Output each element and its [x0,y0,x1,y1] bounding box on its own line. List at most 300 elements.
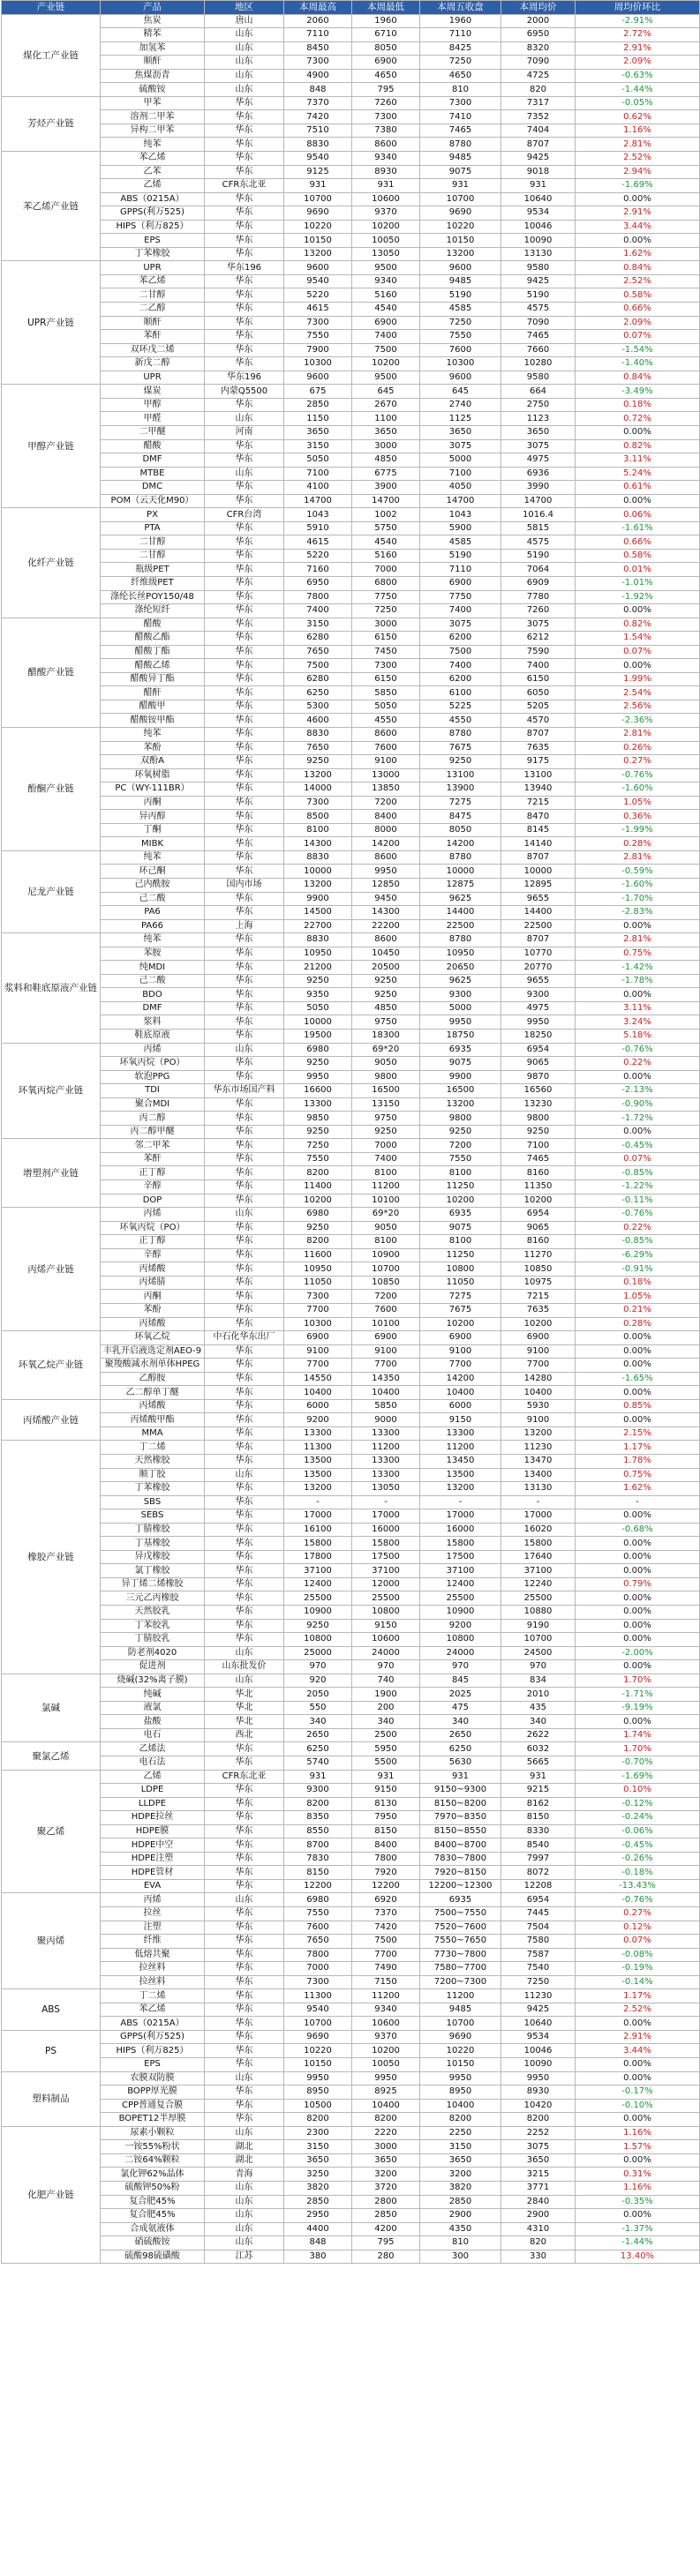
table-row [2,1468,700,1482]
chain-cell: 氯碱 [2,1674,101,1742]
week-high-cell: 4600 [284,714,352,728]
friday-close-cell: 16500 [420,1084,501,1098]
region-cell: 华东 [205,1262,284,1277]
friday-close-cell: 8200 [420,2113,501,2127]
region-cell: 华东 [205,1742,284,1756]
friday-close-cell: 4650 [420,69,501,83]
chain-cell: 醋酸产业链 [2,618,101,727]
table-row [2,1097,700,1112]
week-avg-cell: 3075 [501,618,576,632]
friday-close-cell: 4550 [420,714,501,728]
week-low-cell: 69*20 [352,1043,420,1057]
region-cell: 华东 [205,1948,284,1962]
table-row [2,1591,700,1606]
friday-close-cell: 2900 [420,2209,501,2223]
avg-change-cell: -1.60% [576,783,700,797]
week-low-cell: 5850 [352,686,420,700]
week-high-cell: 9690 [284,2030,352,2044]
avg-change-cell: 0.26% [576,741,700,755]
week-high-cell: 13200 [284,768,352,783]
week-high-cell: 6250 [284,1742,352,1756]
week-high-cell: 7420 [284,110,352,124]
week-avg-cell: 330 [501,2250,576,2264]
table-row [2,549,700,563]
region-cell: 华东 [205,2017,284,2031]
friday-close-cell: 15800 [420,1537,501,1551]
chain-cell: 聚乙烯 [2,1770,101,1893]
week-high-cell: 7500 [284,659,352,673]
region-cell: 华东 [205,1276,284,1290]
table-row [2,1935,700,1949]
week-low-cell: 200 [352,1701,420,1715]
friday-close-cell: 5000 [420,1001,501,1015]
avg-change-cell: 0.00% [576,1591,700,1606]
product-cell: 己内酰胺 [101,879,205,893]
avg-change-cell: 0.00% [576,2017,700,2031]
week-low-cell: 18300 [352,1030,420,1044]
product-cell: 丁酮 [101,823,205,837]
table-row [2,1797,700,1811]
friday-close-cell: 3075 [420,618,501,632]
week-high-cell: 3650 [284,425,352,439]
week-low-cell: 9000 [352,1413,420,1427]
product-cell: 硫酸钾50%粉 [101,2181,205,2195]
region-cell: 华东 [205,1564,284,1578]
avg-change-cell: 0.84% [576,261,700,275]
week-low-cell: 4850 [352,453,420,468]
week-high-cell: 9300 [284,1784,352,1798]
avg-change-cell: -1.37% [576,2222,700,2236]
week-avg-cell: 435 [501,1701,576,1715]
week-low-cell: 10050 [352,234,420,248]
week-avg-cell: 7700 [501,1359,576,1373]
week-avg-cell: 3990 [501,481,576,495]
avg-change-cell: -6.29% [576,1248,700,1262]
region-cell: 华东 [205,988,284,1002]
week-low-cell: 2850 [352,2209,420,2223]
product-cell: PTA [101,521,205,535]
region-cell: 华东 [205,138,284,152]
region-cell: 华东 [205,672,284,686]
product-cell: DMF [101,1001,205,1015]
product-cell: HDPE中空 [101,1838,205,1853]
week-low-cell: 8050 [352,41,420,56]
avg-change-cell: 3.11% [576,453,700,468]
header-week-high[interactable]: 本周最高 [284,1,352,15]
product-cell: 丙烯酸 [101,1262,205,1277]
table-row [2,1084,700,1098]
week-low-cell: 6800 [352,576,420,590]
week-low-cell: 13000 [352,768,420,783]
week-low-cell: 15800 [352,1537,420,1551]
product-cell: 己二酸 [101,892,205,906]
week-high-cell: 6280 [284,632,352,646]
friday-close-cell: 7970~8350 [420,1811,501,1825]
header-region[interactable]: 地区 [205,1,284,15]
friday-close-cell: 1125 [420,412,501,426]
week-avg-cell: 4310 [501,2222,576,2236]
table-row [2,1537,700,1551]
region-cell: 华东 [205,1194,284,1208]
region-cell: 华东 [205,192,284,206]
week-low-cell: 931 [352,179,420,193]
week-low-cell: 9340 [352,2003,420,2017]
week-low-cell: 10200 [352,2044,420,2058]
friday-close-cell: 17000 [420,1509,501,1524]
product-cell: PX [101,508,205,522]
product-cell: 醋酸 [101,439,205,453]
region-cell: 华东 [205,274,284,288]
table-row [2,645,700,659]
week-avg-cell: 9250 [501,1125,576,1139]
week-high-cell: 7300 [284,796,352,810]
week-low-cell: 9500 [352,261,420,275]
product-cell: 丙烯腈 [101,1276,205,1290]
product-cell: PA66 [101,919,205,933]
region-cell: 山东 [205,1208,284,1222]
region-cell: 华东 [205,1152,284,1166]
table-row [2,521,700,535]
week-high-cell: 6980 [284,1043,352,1057]
table-row [2,247,700,261]
week-avg-cell: 10200 [501,1317,576,1331]
region-cell: 山东 [205,69,284,83]
avg-change-cell: 0.00% [576,1633,700,1647]
region-cell: 华东 [205,152,284,166]
product-cell: 醋酐 [101,686,205,700]
header-chain[interactable]: 产业链 [2,1,101,15]
friday-close-cell: 6200 [420,632,501,646]
region-cell: 内蒙Q5500 [205,385,284,399]
week-low-cell: 8400 [352,810,420,824]
avg-change-cell: -0.76% [576,1208,700,1222]
week-low-cell: 9250 [352,1125,420,1139]
week-low-cell: 24000 [352,1646,420,1660]
week-low-cell: 7300 [352,110,420,124]
week-low-cell: 12200 [352,1879,420,1893]
avg-change-cell: 2.81% [576,727,700,741]
week-avg-cell: 7465 [501,330,576,344]
avg-change-cell: -3.49% [576,385,700,399]
friday-close-cell: 9690 [420,206,501,221]
header-week-avg[interactable]: 本周均价 [501,1,576,15]
table-row [2,796,700,810]
week-high-cell: 10220 [284,2044,352,2058]
product-cell: 丁基橡胶 [101,1537,205,1551]
avg-change-cell: 0.12% [576,1921,700,1935]
week-low-cell: 10850 [352,1276,420,1290]
friday-close-cell: 11050 [420,1276,501,1290]
friday-close-cell: 7400 [420,604,501,618]
avg-change-cell: 0.00% [576,659,700,673]
week-low-cell: 14700 [352,494,420,508]
product-cell: 乙醇胺 [101,1372,205,1386]
price-table-body [2,14,700,2264]
week-low-cell: 5160 [352,549,420,563]
table-row [2,783,700,797]
header-product[interactable]: 产品 [101,1,205,15]
week-high-cell: 7900 [284,343,352,357]
week-low-cell: 4540 [352,303,420,317]
week-avg-cell: 11230 [501,1441,576,1455]
product-cell: 拉丝 [101,1907,205,1921]
week-high-cell: 10700 [284,192,352,206]
week-avg-cell: 7100 [501,1139,576,1153]
product-cell: 硫酸98硫磺酸 [101,2250,205,2264]
friday-close-cell: 9950 [420,2071,501,2086]
product-cell: 合成氨液体 [101,2222,205,2236]
week-high-cell: 11400 [284,1180,352,1194]
avg-change-cell: 3.44% [576,2044,700,2058]
friday-close-cell: 7400 [420,659,501,673]
week-high-cell: 9250 [284,1057,352,1071]
week-avg-cell: 820 [501,83,576,97]
region-cell: 华东 [205,2058,284,2072]
table-row [2,234,700,248]
avg-change-cell: 0.00% [576,1386,700,1400]
week-low-cell: 9340 [352,274,420,288]
friday-close-cell: 13450 [420,1454,501,1468]
week-avg-cell: 7404 [501,124,576,138]
friday-close-cell: 931 [420,179,501,193]
week-low-cell: 8925 [352,2086,420,2100]
region-cell: 山东 [205,2071,284,2086]
week-low-cell: 9150 [352,1784,420,1798]
table-row [2,303,700,317]
avg-change-cell: -1.22% [576,1180,700,1194]
week-low-cell: 9050 [352,1221,420,1235]
region-cell: 华东 [205,933,284,947]
table-row [2,1688,700,1702]
friday-close-cell: 2025 [420,1688,501,1702]
chain-cell: UPR产业链 [2,261,101,385]
avg-change-cell: 5.24% [576,467,700,481]
region-cell: 华北 [205,1715,284,1729]
avg-change-cell: 0.66% [576,535,700,550]
product-cell: 丙烯 [101,1208,205,1222]
region-cell: 华东 [205,1482,284,1496]
region-cell: 山东 [205,1674,284,1688]
product-cell: 丁苯橡胶 [101,1482,205,1496]
week-high-cell: 12200 [284,1879,352,1893]
week-low-cell: 12000 [352,1577,420,1591]
week-low-cell: 20500 [352,961,420,975]
week-high-cell: 9250 [284,1619,352,1633]
avg-change-cell: 0.85% [576,1399,700,1413]
week-high-cell: 13500 [284,1454,352,1468]
friday-close-cell: 8150~8550 [420,1824,501,1838]
week-low-cell: 3000 [352,618,420,632]
avg-change-cell: 0.00% [576,425,700,439]
week-low-cell: 8600 [352,138,420,152]
region-cell: 华东 [205,659,284,673]
avg-change-cell: 0.00% [576,919,700,933]
product-cell: 正丁醇 [101,1166,205,1180]
week-avg-cell: 7064 [501,563,576,577]
avg-change-cell: -1.72% [576,1112,700,1126]
friday-close-cell: 10300 [420,357,501,371]
week-low-cell: 6150 [352,632,420,646]
region-cell: 华东 [205,837,284,851]
table-row [2,906,700,920]
table-row [2,1866,700,1880]
header-avg-change[interactable]: 周均价环比 [576,1,700,15]
product-cell: 硫酸铵 [101,83,205,97]
friday-close-cell: 9690 [420,2030,501,2044]
week-high-cell: 25000 [284,1646,352,1660]
week-high-cell: 8200 [284,1166,352,1180]
avg-change-cell: -13.43% [576,1879,700,1893]
friday-close-cell: 10950 [420,947,501,961]
table-row [2,1633,700,1647]
week-low-cell: 7490 [352,1962,420,1976]
avg-change-cell: -2.91% [576,14,700,28]
table-row [2,700,700,714]
week-avg-cell: 10640 [501,192,576,206]
week-high-cell: 9125 [284,165,352,179]
week-low-cell: 7800 [352,1852,420,1866]
header-friday-close[interactable]: 本周五收盘 [420,1,501,15]
avg-change-cell: 0.28% [576,1317,700,1331]
product-cell: 新戊二醇 [101,357,205,371]
table-row [2,1523,700,1537]
table-row [2,1386,700,1400]
week-avg-cell: 3650 [501,2153,576,2168]
avg-change-cell: 1.05% [576,1290,700,1304]
friday-close-cell: 8475 [420,810,501,824]
avg-change-cell: 0.61% [576,481,700,495]
friday-close-cell: 7250 [420,56,501,70]
week-high-cell: 7800 [284,590,352,604]
region-cell: 山东 [205,2236,284,2250]
week-high-cell: 22700 [284,919,352,933]
table-row [2,96,700,110]
week-avg-cell: 7400 [501,659,576,673]
product-cell: 三元乙丙橡胶 [101,1591,205,1606]
avg-change-cell: 1.05% [576,796,700,810]
friday-close-cell: 10220 [420,220,501,234]
product-cell: 拉丝料 [101,1975,205,1989]
avg-change-cell: 0.00% [576,2209,700,2223]
region-cell: 华东 [205,2003,284,2017]
region-cell: 华东 [205,1317,284,1331]
week-avg-cell: 8540 [501,1838,576,1853]
table-row [2,1893,700,1907]
region-cell: 华东 [205,453,284,468]
table-row [2,425,700,439]
avg-change-cell: -1.69% [576,179,700,193]
table-row [2,1784,700,1798]
chain-cell: ABS [2,1989,101,2031]
product-cell: 丁二烯 [101,1989,205,2003]
week-avg-cell: 12208 [501,1879,576,1893]
week-low-cell: 7500 [352,343,420,357]
avg-change-cell: 0.66% [576,303,700,317]
week-low-cell: 7250 [352,604,420,618]
week-low-cell: 13050 [352,247,420,261]
table-row [2,2113,700,2127]
product-cell: 二铵64%颗粒 [101,2153,205,2168]
week-low-cell: 7920 [352,1866,420,1880]
table-row [2,1907,700,1921]
week-high-cell: 14000 [284,783,352,797]
week-low-cell: 2500 [352,1728,420,1742]
product-cell: HIPS（利万825） [101,2044,205,2058]
week-avg-cell: 8707 [501,933,576,947]
table-row [2,1262,700,1277]
week-low-cell: 12850 [352,879,420,893]
week-avg-cell: 9800 [501,1112,576,1126]
friday-close-cell: 5900 [420,521,501,535]
region-cell: 华东 [205,481,284,495]
week-high-cell: 6900 [284,1331,352,1345]
avg-change-cell: 0.21% [576,1303,700,1317]
week-high-cell: 9600 [284,371,352,385]
table-row [2,330,700,344]
week-high-cell: 848 [284,2236,352,2250]
friday-close-cell: 10150 [420,2058,501,2072]
week-high-cell: 2850 [284,398,352,412]
product-cell: EPS [101,2058,205,2072]
friday-close-cell: 9485 [420,152,501,166]
friday-close-cell: 7550~7650 [420,1935,501,1949]
week-low-cell: 13850 [352,783,420,797]
table-row [2,1482,700,1496]
friday-close-cell: 8950 [420,2086,501,2100]
product-cell: 环氧树脂 [101,768,205,783]
week-low-cell: 795 [352,83,420,97]
region-cell: 华东 [205,1633,284,1647]
week-low-cell: 7300 [352,659,420,673]
product-cell: HDPE注塑 [101,1852,205,1866]
table-row [2,604,700,618]
week-high-cell: 3250 [284,2168,352,2182]
product-cell: 苯酚 [101,1303,205,1317]
week-high-cell: 8100 [284,823,352,837]
chain-cell: 化纤产业链 [2,508,101,618]
avg-change-cell: 0.22% [576,1221,700,1235]
product-cell: 环氧丙烷（PO） [101,1057,205,1071]
week-high-cell: 4100 [284,481,352,495]
week-avg-cell: 2900 [501,2209,576,2223]
product-cell: 丁苯胶乳 [101,1619,205,1633]
table-row [2,1756,700,1771]
avg-change-cell: 1.17% [576,1989,700,2003]
week-avg-cell: 7580 [501,1935,576,1949]
week-high-cell: 15800 [284,1537,352,1551]
week-low-cell: 8150 [352,1824,420,1838]
week-high-cell: 7550 [284,330,352,344]
table-row [2,1674,700,1688]
header-week-low[interactable]: 本周最低 [352,1,420,15]
avg-change-cell: 0.62% [576,110,700,124]
week-avg-cell: 24500 [501,1646,576,1660]
product-cell: 二甘醇 [101,288,205,303]
table-row [2,2222,700,2236]
friday-close-cell: 11250 [420,1180,501,1194]
week-avg-cell: 9065 [501,1057,576,1071]
table-row [2,261,700,275]
week-low-cell: 7000 [352,563,420,577]
friday-close-cell: 10000 [420,865,501,879]
week-avg-cell: 10090 [501,234,576,248]
region-cell: 华东 [205,783,284,797]
week-avg-cell: 7090 [501,316,576,330]
week-high-cell: 340 [284,1715,352,1729]
table-row [2,919,700,933]
table-row [2,1454,700,1468]
product-cell: 纤维级PET [101,576,205,590]
